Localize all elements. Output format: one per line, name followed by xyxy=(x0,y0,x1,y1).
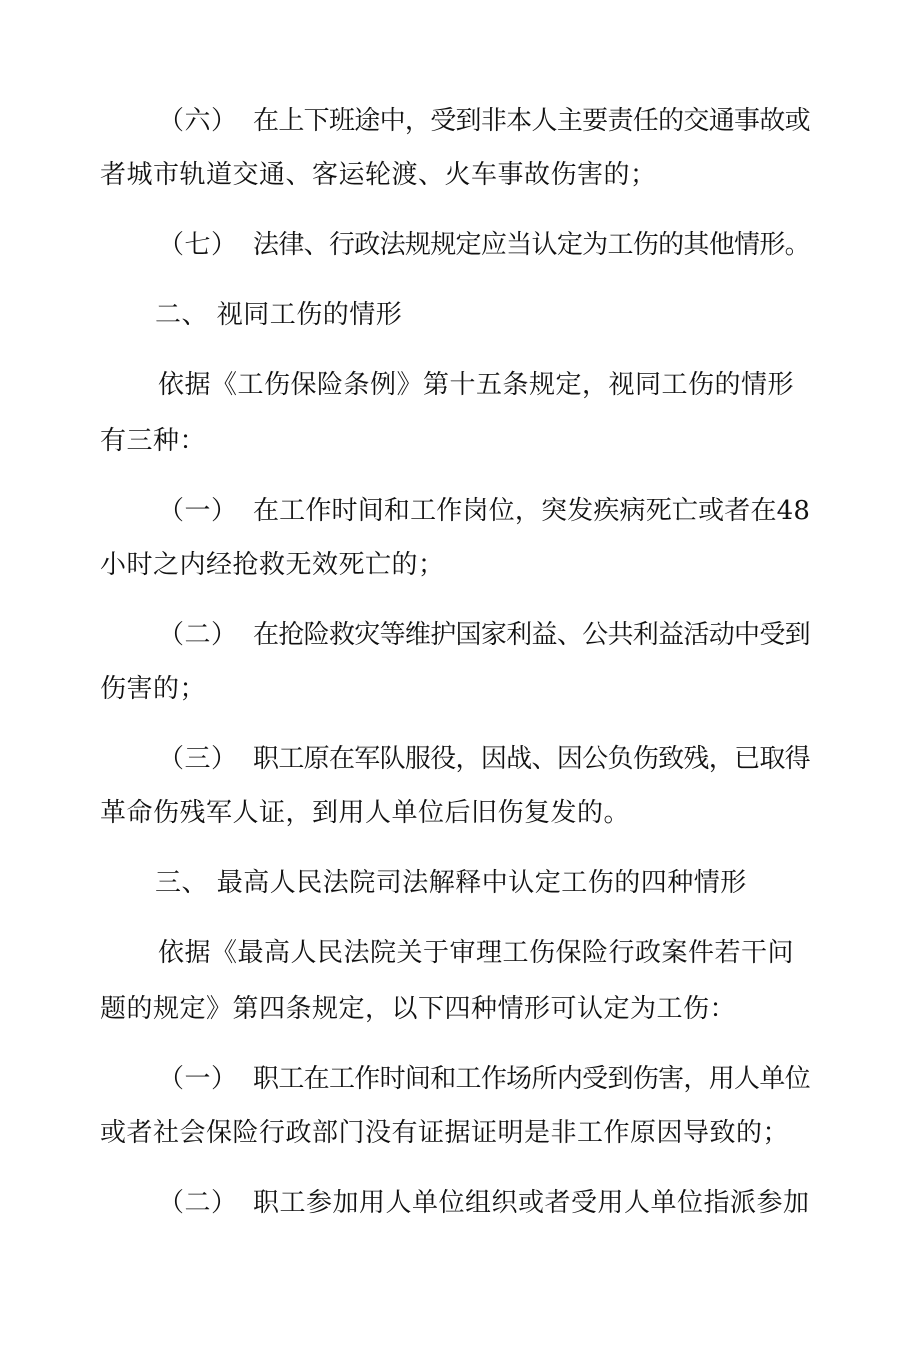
section-heading: 二、 视同工伤的情形 xyxy=(155,300,403,330)
item-text-line: 革命伤残军人证，到用人单位后旧伤复发的。 xyxy=(100,798,631,828)
item-text-line: 职工参加用人单位组织或者受用人单位指派参加 xyxy=(253,1188,810,1218)
paragraph-line: 题的规定》第四条规定，以下四种情形可认定为工伤： xyxy=(100,994,737,1024)
item-text-line: 或者社会保险行政部门没有证据证明是非工作原因导致的； xyxy=(100,1118,790,1148)
item-marker: （六） xyxy=(158,106,238,136)
item-marker: （二） xyxy=(158,1188,238,1218)
item-text-line: 法律、行政法规规定应当认定为工伤的其他情形。 xyxy=(253,230,811,260)
section-heading: 三、 最高人民法院司法解释中认定工伤的四种情形 xyxy=(155,868,747,898)
item-marker: （二） xyxy=(158,620,238,650)
item-marker: （七） xyxy=(158,230,238,260)
item-text-line: 伤害的； xyxy=(100,674,207,704)
paragraph-line: 有三种： xyxy=(100,426,207,456)
item-marker: （一） xyxy=(158,496,238,526)
item-text-line: 在工作时间和工作岗位，突发疾病死亡或者在48 xyxy=(253,496,811,526)
paragraph-line: 依据《最高人民法院关于审理工伤保险行政案件若干问 xyxy=(158,938,795,968)
item-marker: （一） xyxy=(158,1064,238,1094)
item-text-line: 小时之内经抢救无效死亡的； xyxy=(100,550,445,580)
item-text-line: 者城市轨道交通、客运轮渡、火车事故伤害的； xyxy=(100,160,657,190)
item-text-line: 在抢险救灾等维护国家利益、公共利益活动中受到 xyxy=(253,620,811,650)
item-text-line: 在上下班途中，受到非本人主要责任的交通事故或 xyxy=(253,106,811,136)
item-marker: （三） xyxy=(158,744,238,774)
item-text-line: 职工在工作时间和工作场所内受到伤害，用人单位 xyxy=(253,1064,811,1094)
item-text-line: 职工原在军队服役，因战、因公负伤致残，已取得 xyxy=(253,744,811,774)
paragraph-line: 依据《工伤保险条例》第十五条规定，视同工伤的情形 xyxy=(158,370,795,400)
